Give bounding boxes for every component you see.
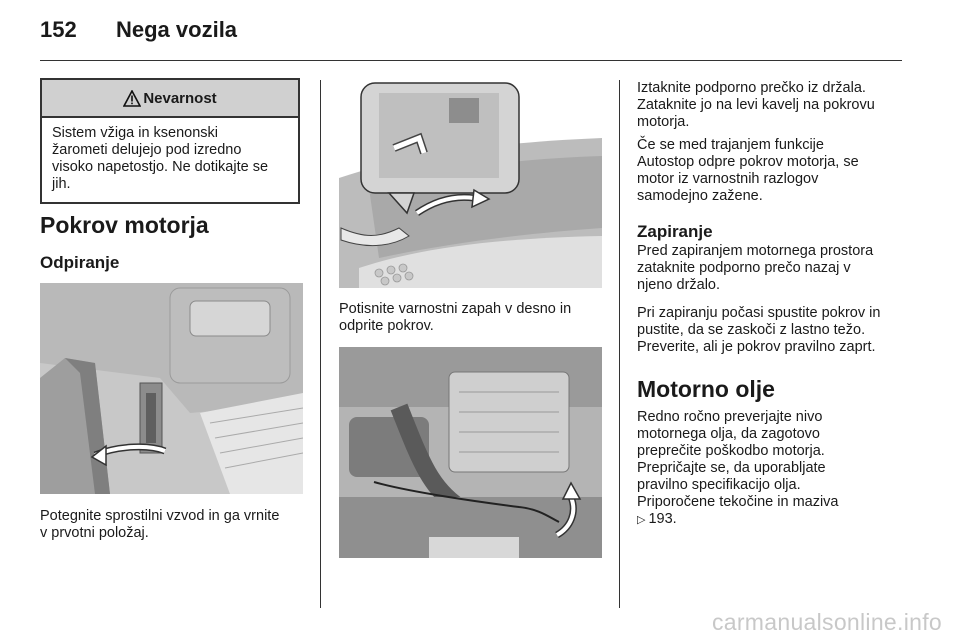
text-line: motornega olja, da zagotovo (637, 426, 820, 442)
paragraph-closing-strut (637, 243, 873, 294)
warning-line: Sistem vžiga in ksenonski (52, 125, 219, 141)
warning-line: jih. (52, 176, 71, 192)
text-line: Priporočene tekočine in maziva (637, 494, 839, 510)
paragraph-closing-hood (637, 305, 880, 356)
text-line: Pri zapiranju počasi spustite pokrov in (637, 305, 881, 321)
caption-safety-catch (339, 301, 571, 335)
text-line: motor iz varnostnih razlogov (637, 171, 819, 187)
paragraph-engine-oil (637, 409, 839, 529)
warning-box (40, 78, 300, 204)
subheading-opening: Odpiranje (40, 253, 120, 272)
caption-release-lever (40, 508, 279, 542)
text-line: Iztaknite podporno prečko iz držala. (637, 80, 866, 96)
paragraph-support-strut (637, 80, 875, 131)
watermark: carmanualsonline.info (711, 609, 942, 635)
figure-release-lever (40, 283, 303, 494)
text-line: motorja. (637, 114, 690, 130)
section-heading-hood: Pokrov motorja (40, 212, 209, 238)
caption-line: Potisnite varnostni zapah v desno in (339, 301, 572, 317)
warning-triangle-icon (123, 90, 141, 107)
paragraph-autostop (637, 137, 859, 205)
text-line: pustite, da se zaskoči z lastno težo. (637, 322, 866, 338)
figure-engine-bay (339, 347, 602, 558)
text-line: Redno ročno preverjajte nivo (637, 409, 823, 425)
text-line: preprečite poškodbo motorja. (637, 443, 825, 459)
header-rule (40, 60, 902, 61)
warning-line: visoko napetostjo. Ne dotikajte se (52, 159, 269, 175)
figure-safety-catch (339, 78, 602, 288)
text-line: pravilno specifikacijo olja. (637, 477, 801, 493)
reference-page: 193. (648, 511, 677, 527)
text-line: zataknite podporno prečo nazaj v (637, 260, 851, 276)
page-reference[interactable] (637, 511, 839, 529)
column-divider (619, 80, 620, 608)
column-divider (320, 80, 321, 608)
warning-body (42, 118, 298, 200)
section-heading-engine-oil: Motorno olje (637, 376, 775, 402)
text-line: Pred zapiranjem motornega prostora (637, 243, 874, 259)
text-line: Prepričajte se, da uporabljate (637, 460, 826, 476)
caption-line: v prvotni položaj. (40, 525, 149, 541)
page-title: Nega vozila (116, 17, 238, 42)
caption-line: odprite pokrov. (339, 318, 434, 334)
text-line: njeno držalo. (637, 277, 721, 293)
warning-line: žarometi delujejo pod izredno (52, 142, 242, 158)
text-line: Autostop odpre pokrov motorja, se (637, 154, 859, 170)
text-line: Zataknite jo na levi kavelj na pokrovu (637, 97, 875, 113)
subheading-closing: Zapiranje (637, 222, 713, 241)
text-line: Če se med trajanjem funkcije (637, 137, 824, 153)
warning-title: Nevarnost (143, 89, 217, 107)
caption-line: Potegnite sprostilni vzvod in ga vrnite (40, 508, 280, 524)
reference-arrow-icon: ▷ (637, 514, 646, 526)
text-line: Preverite, ali je pokrov pravilno zaprt. (637, 339, 876, 355)
text-line: samodejno zažene. (637, 188, 763, 204)
page-number: 152 (40, 17, 77, 42)
warning-header (42, 80, 298, 118)
